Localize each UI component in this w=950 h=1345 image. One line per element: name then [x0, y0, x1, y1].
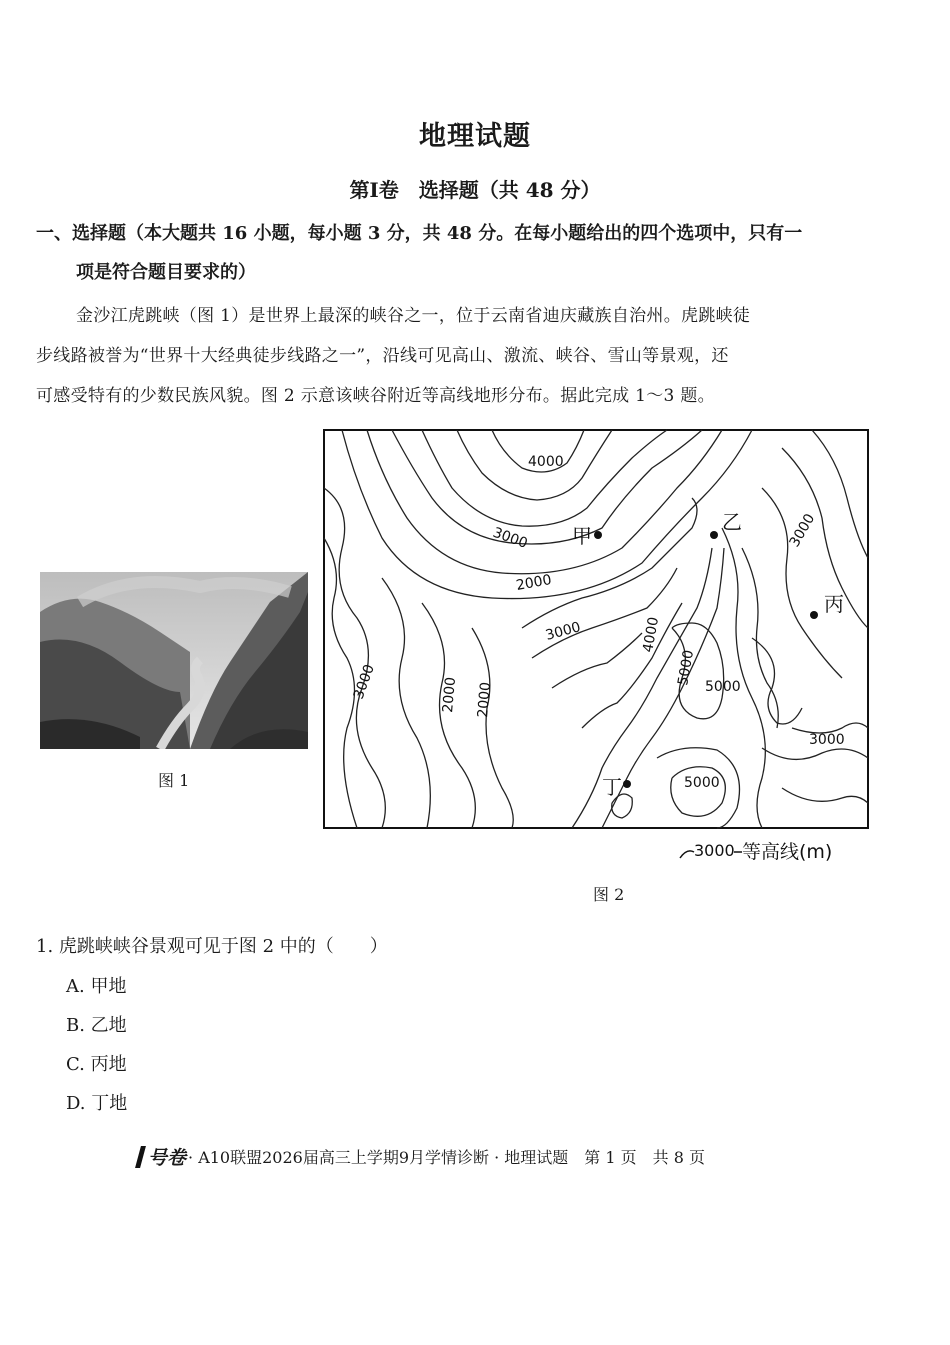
- place-dot-ding: [623, 780, 631, 788]
- figure2-caption: 图 2: [593, 885, 625, 904]
- contour-map: [322, 428, 882, 868]
- contour-label: 5000: [684, 775, 720, 791]
- contour-label: 4000: [528, 454, 564, 470]
- legend-value: 3000: [694, 841, 735, 860]
- contour-label: 2000: [475, 681, 495, 719]
- brand-name: 号卷: [148, 1147, 187, 1169]
- section-heading: 第Ⅰ卷 选择题（共 48 分）: [349, 178, 601, 202]
- page-title: 地理试题: [419, 121, 531, 152]
- option-c: C. 丙地: [66, 1054, 127, 1075]
- contour-label: 4000: [640, 615, 663, 654]
- contour-label: 3000: [786, 511, 819, 550]
- place-label-ding: 丁: [602, 775, 622, 799]
- contour-label: 3000: [490, 524, 530, 552]
- legend-text: 等高线(m): [742, 841, 833, 863]
- place-label-yi: 乙: [722, 510, 742, 534]
- option-a: A. 甲地: [66, 976, 127, 997]
- canyon-photo: [40, 572, 308, 749]
- part-heading-continued: 项是符合题目要求的）: [76, 262, 256, 283]
- part-heading: 一、选择题（本大题共 16 小题，每小题 3 分，共 48 分。在每小题给出的四个选项中，只有一: [36, 223, 803, 244]
- page-footer: [138, 1143, 705, 1170]
- footer-text: · A10联盟2026届高三上学期9月学情诊断 · 地理试题 第 1 页 共 8 页: [188, 1148, 705, 1167]
- place-dot-jia: [594, 531, 602, 539]
- map-frame: [324, 430, 868, 828]
- passage-line-3: 可感受特有的少数民族风貌。图 2 示意该峡谷附近等高线地形分布。据此完成 1～3 题。: [36, 386, 715, 406]
- question-stem: 1. 虎跳峡峡谷景观可见于图 2 中的（ ）: [36, 936, 388, 957]
- place-label-jia: 甲: [572, 524, 592, 548]
- map-legend: [680, 841, 832, 863]
- contour-label: 5000: [675, 648, 698, 687]
- option-b: B. 乙地: [66, 1015, 127, 1036]
- contour-label: 2000: [514, 571, 553, 594]
- place-dot-yi: [710, 531, 718, 539]
- place-dot-bing: [810, 611, 818, 619]
- figure1-caption: 图 1: [158, 771, 190, 790]
- contour-label: 5000: [705, 679, 741, 695]
- contour-label: 3000: [543, 619, 583, 644]
- place-label-bing: 丙: [824, 592, 844, 616]
- contour-label: 3000: [809, 732, 845, 748]
- brand-logo-mark: [135, 1146, 146, 1168]
- passage-line-1: 金沙江虎跳峡（图 1）是世界上最深的峡谷之一，位于云南省迪庆藏族自治州。虎跳峡徒: [76, 306, 751, 326]
- option-d: D. 丁地: [66, 1093, 128, 1114]
- contour-label: 3000: [350, 662, 378, 702]
- contour-label: 2000: [440, 676, 460, 714]
- passage-line-2: 步线路被誉为“世界十大经典徒步线路之一”，沿线可见高山、激流、峡谷、雪山等景观，还: [36, 346, 729, 366]
